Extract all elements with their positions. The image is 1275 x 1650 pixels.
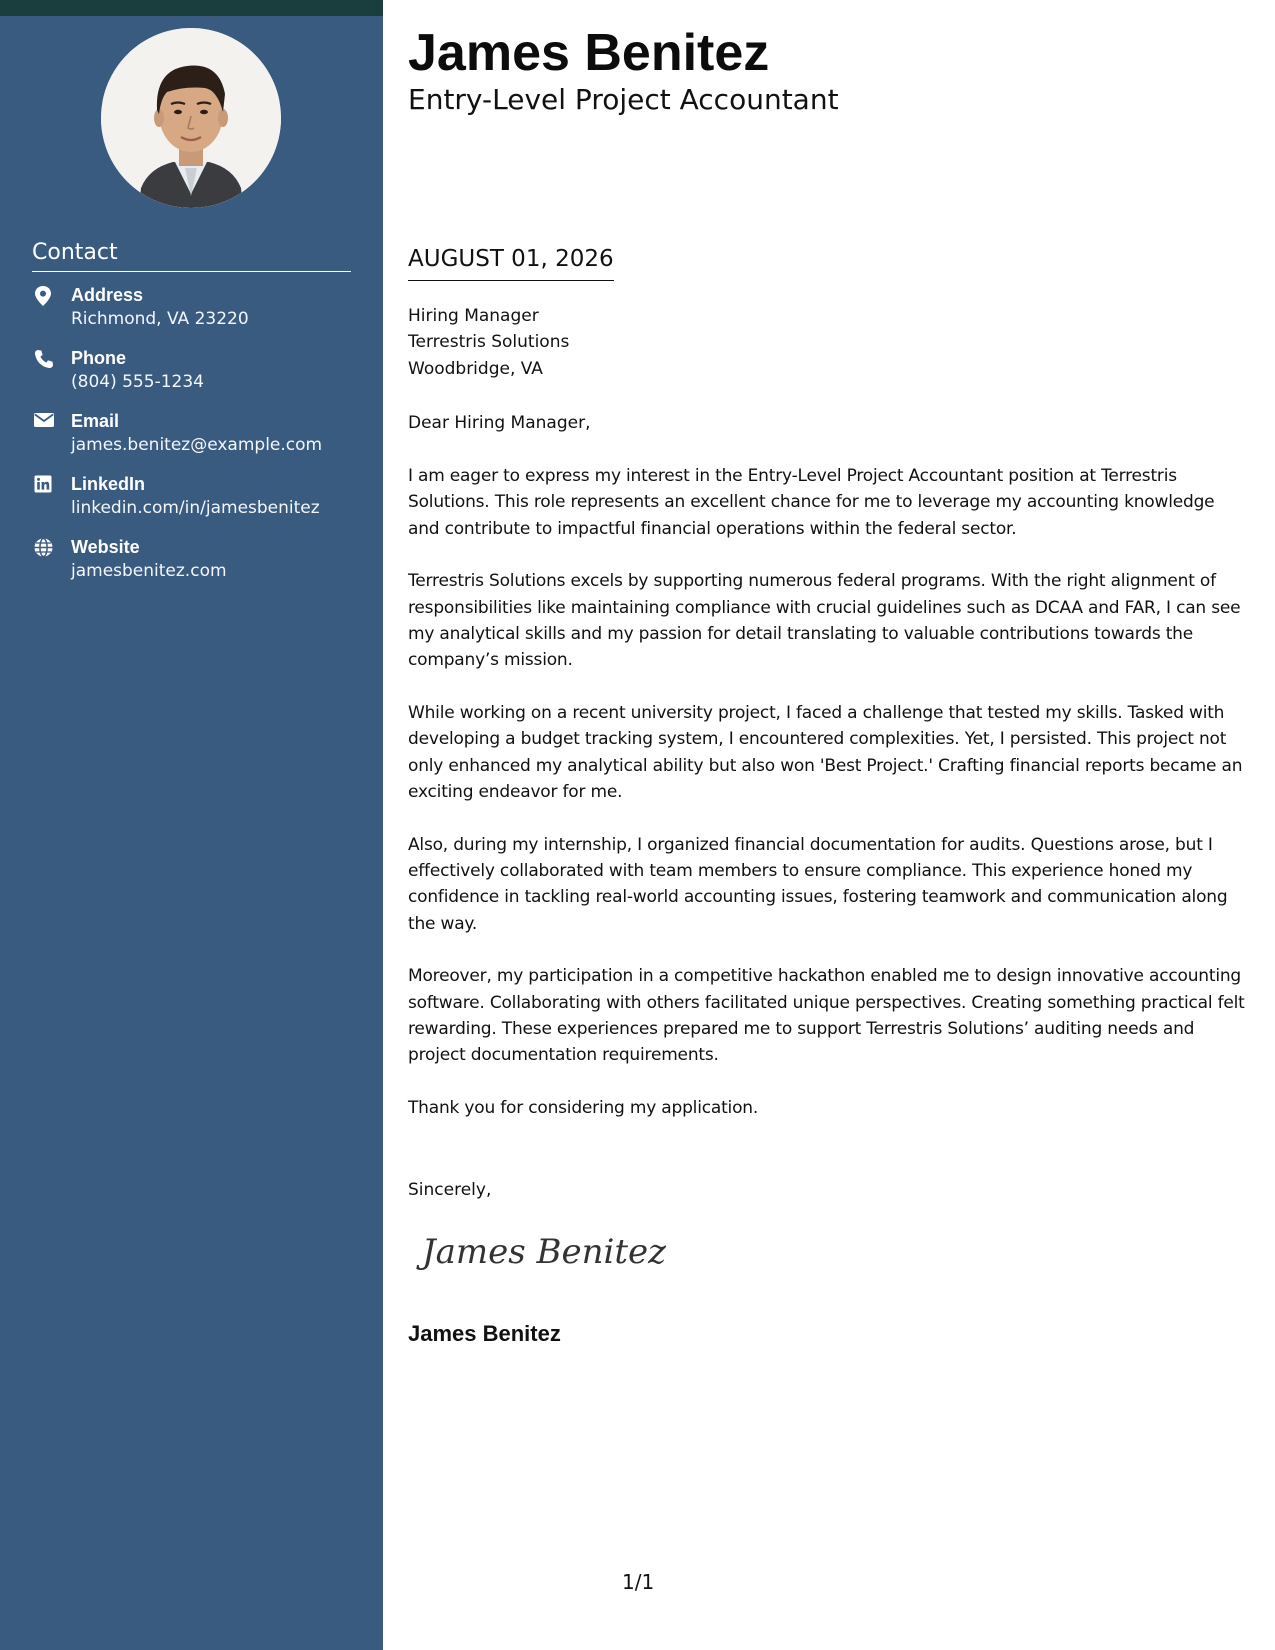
closing: Sincerely, — [408, 1180, 492, 1200]
greeting: Dear Hiring Manager, — [408, 413, 591, 433]
page-number: 1/1 — [622, 1570, 655, 1594]
linkedin-label: LinkedIn — [71, 474, 146, 494]
email-label: Email — [71, 411, 120, 431]
body-paragraph-5: Moreover, my participation in a competitive hackathon enabled me to design innovative accounting software. Collaborating with others facilitated unique perspectives. Creating something practical felt rewarding. These experiences prepared me to support Terrestris Solutions’ auditing needs and project documentation requirements. — [408, 966, 1245, 1066]
contact-item-website — [32, 536, 362, 599]
contact-item-email — [32, 410, 362, 473]
address-value: Richmond, VA 23220 — [71, 309, 249, 329]
sidebar — [0, 0, 383, 1650]
contact-list — [32, 284, 362, 599]
linkedin-icon — [34, 475, 52, 493]
recipient-line-3: Woodbridge, VA — [408, 358, 543, 379]
body-paragraph-6: Thank you for considering my application. — [408, 1098, 759, 1119]
sidebar-top-bar — [0, 0, 383, 16]
body-paragraph-3: While working on a recent university project, I faced a challenge that tested my skills. Tasked with developing a budget tracking system, I encountered complexities. Yet, I persisted. This project not only enhanced my analytical ability but also won 'Best Project.' Crafting financial reports became an exciting endeavor for me. — [408, 703, 1243, 802]
body-paragraph-1: I am eager to express my interest in the Entry-Level Project Accountant position at Terrestris Solutions. This role represents an excellent chance for me to leverage my accounting knowledge and contribute to impactful financial operations within the federal sector. — [408, 466, 1215, 539]
job-title: Entry-Level Project Accountant — [408, 83, 839, 116]
website-label: Website — [71, 537, 140, 557]
applicant-name: James Benitez — [408, 24, 770, 82]
body-paragraph-2: Terrestris Solutions excels by supporting numerous federal programs. With the right alignment of responsibilities like maintaining compliance with crucial guidelines such as DCAA and FAR, I can see my analytical skills and my passion for detail translating to valuable contributions towards the company’s mission. — [408, 571, 1241, 671]
contact-item-address — [32, 284, 362, 347]
contact-item-phone — [32, 347, 362, 410]
globe-icon — [34, 538, 52, 556]
recipient-line-1: Hiring Manager — [408, 306, 539, 326]
website-value[interactable]: jamesbenitez.com — [71, 561, 227, 581]
phone-label: Phone — [71, 348, 127, 368]
phone-icon — [34, 349, 52, 367]
contact-heading: Contact — [32, 240, 351, 272]
address-label: Address — [71, 285, 144, 305]
signed-name: James Benitez — [408, 1321, 561, 1346]
signature-text: James Benitez — [422, 1232, 667, 1272]
handwritten-signature — [422, 1232, 667, 1280]
profile-photo — [101, 28, 281, 208]
envelope-icon — [34, 412, 52, 430]
letter-body — [408, 463, 1248, 1148]
body-paragraph-4: Also, during my internship, I organized financial documentation for audits. Questions arose, but I effectively collaborated with team members to ensure compliance. This experience honed my confidence in tackling real-world accounting issues, fostering teamwork and communication along the way. — [408, 834, 1228, 934]
phone-value: (804) 555-1234 — [71, 372, 204, 392]
recipient-line-2: Terrestris Solutions — [408, 332, 570, 353]
map-pin-icon — [34, 286, 52, 304]
email-value[interactable]: james.benitez@example.com — [71, 435, 323, 455]
linkedin-value[interactable]: linkedin.com/in/jamesbenitez — [71, 498, 320, 518]
letter-date: AUGUST 01, 2026 — [408, 244, 614, 281]
contact-item-linkedin — [32, 473, 362, 536]
recipient-block — [408, 303, 1248, 382]
